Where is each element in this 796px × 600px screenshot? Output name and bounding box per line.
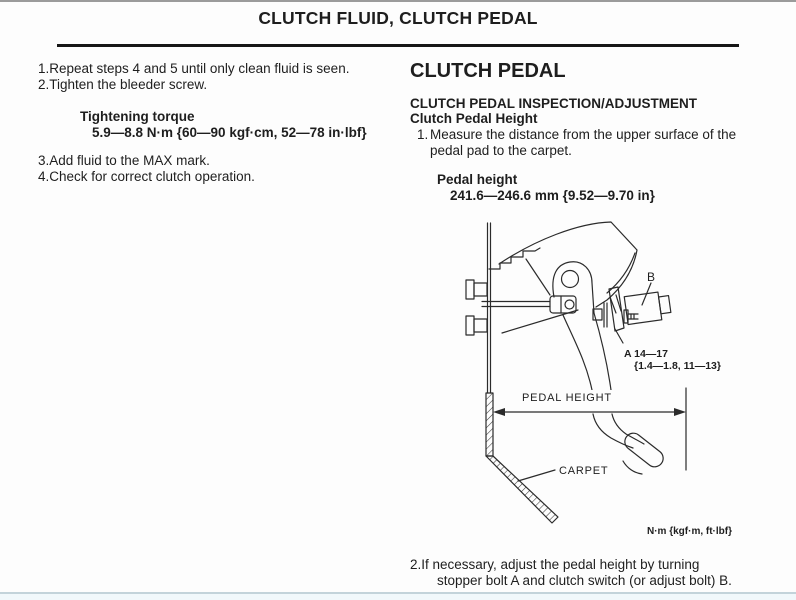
step-number: 1. [417,127,429,142]
tightening-torque-spec [80,109,410,140]
pedal-pad [621,430,666,474]
arrowhead-right [674,408,686,416]
pedal-height-spec [437,172,796,203]
firewall-panel [466,223,491,393]
step-text-line: stopper bolt A and clutch switch (or adjust bolt) B. [437,572,732,588]
window-bottom-edge [0,592,796,600]
step-text-line: 2.If necessary, adjust the pedal height by turning [410,557,700,572]
section-heading: CLUTCH PEDAL [410,60,566,82]
topic-heading: Clutch Pedal Height [410,111,538,126]
pedal-arm [563,313,644,448]
right-column [410,58,796,203]
step-text: Measure the distance from the upper surface of the pedal pad to the carpet. [430,127,737,158]
title-divider [57,44,739,47]
subsection-heading: CLUTCH PEDAL INSPECTION/ADJUSTMENT [410,96,698,111]
clevis-pin [565,300,574,309]
clutch-pedal-diagram [430,215,796,555]
inspection-step-1 [410,127,796,158]
procedure-steps-continued [38,153,410,184]
procedure-step: 4.Check for correct clutch operation. [38,168,255,184]
arrowhead-left [493,408,505,416]
leader-line-a [615,329,623,343]
carpet-label: CARPET [559,465,609,477]
torque-spec-label: Tightening torque [80,109,195,124]
spec-label: Pedal height [437,172,518,187]
push-rod-clevis [482,296,576,313]
procedure-step: 1.Repeat steps 4 and 5 until only clean fluid is seen. [38,61,350,76]
leader-line-carpet [518,470,555,481]
dimension-label: PEDAL HEIGHT [522,392,612,404]
torque-spec-value: 5.9—8.8 N·m {60—90 kgf·cm, 52—78 in·lbf} [92,124,367,140]
diagram-label-b: B [646,270,656,284]
pivot-hole [562,271,579,288]
diagram-label-a-torque-alt: {1.4—1.8, 11—13} [634,360,721,372]
adjustment-step-2 [410,557,796,588]
units-note: N·m {kgf·m, ft·lbf} [647,526,732,537]
left-column [38,61,410,184]
spec-value: 241.6—246.6 mm {9.52—9.70 in} [450,187,655,203]
clutch-pedal-illustration [430,215,796,555]
page-title: CLUTCH FLUID, CLUTCH PEDAL [258,8,538,28]
procedure-step: 2.Tighten the bleeder screw. [38,76,208,92]
procedure-step: 3.Add fluid to the MAX mark. [38,153,210,168]
window-top-edge [0,0,796,2]
diagram-label-a-torque: A 14—17 [624,348,668,360]
